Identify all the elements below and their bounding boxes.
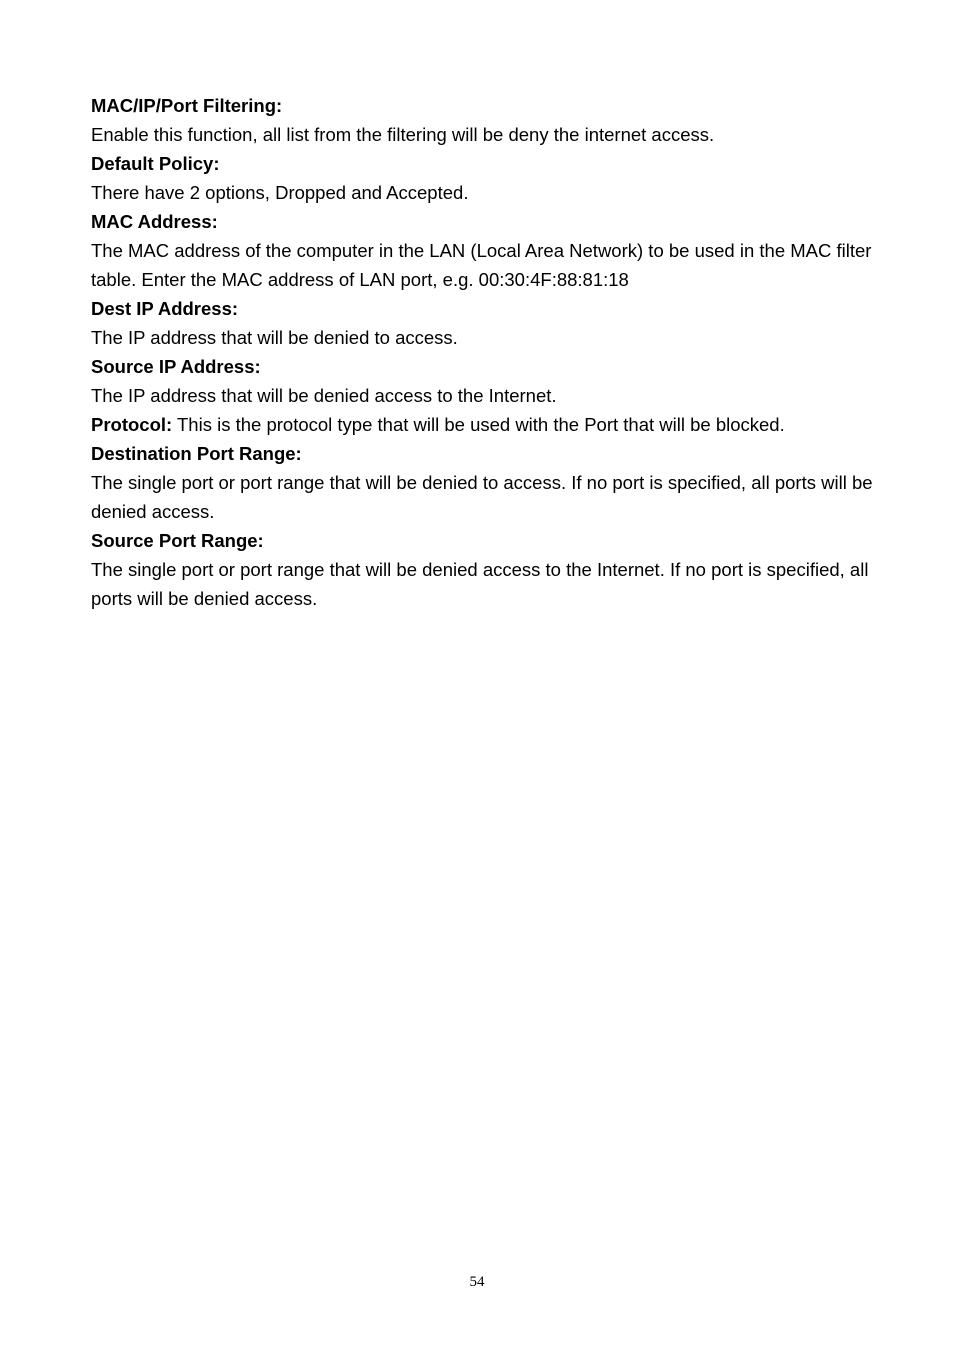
desc-destination-port-range: The single port or port range that will be denied to access. If no port is specified, all ports will be denied access. (91, 472, 873, 522)
term-mac-address: MAC Address: (91, 211, 218, 232)
term-source-ip-address: Source IP Address: (91, 356, 261, 377)
term-protocol: Protocol: (91, 414, 173, 435)
desc-default-policy: There have 2 options, Dropped and Accepted. (91, 182, 469, 203)
term-mac-ip-port-filtering: MAC/IP/Port Filtering: (91, 95, 283, 116)
desc-source-ip-address: The IP address that will be denied access to the Internet. (91, 385, 557, 406)
desc-protocol: This is the protocol type that will be used with the Port that will be blocked. (172, 414, 785, 435)
desc-source-port-range: The single port or port range that will be denied access to the Internet. If no port is specified, all ports will be denied access. (91, 559, 869, 609)
page-number: 54 (469, 1274, 485, 1290)
desc-dest-ip-address: The IP address that will be denied to access. (91, 327, 458, 348)
desc-mac-ip-port-filtering: Enable this function, all list from the filtering will be deny the internet access. (91, 124, 715, 145)
term-default-policy: Default Policy: (91, 153, 220, 174)
desc-mac-address: The MAC address of the computer in the LAN (Local Area Network) to be used in the MAC filter table. Enter the MAC address of LAN port, e.g. 00:30:4F:88:81:18 (91, 240, 872, 290)
term-dest-ip-address: Dest IP Address: (91, 298, 239, 319)
protocol-paragraph (91, 410, 881, 439)
document-body (91, 91, 881, 613)
term-source-port-range: Source Port Range: (91, 530, 264, 551)
term-destination-port-range: Destination Port Range: (91, 443, 302, 464)
